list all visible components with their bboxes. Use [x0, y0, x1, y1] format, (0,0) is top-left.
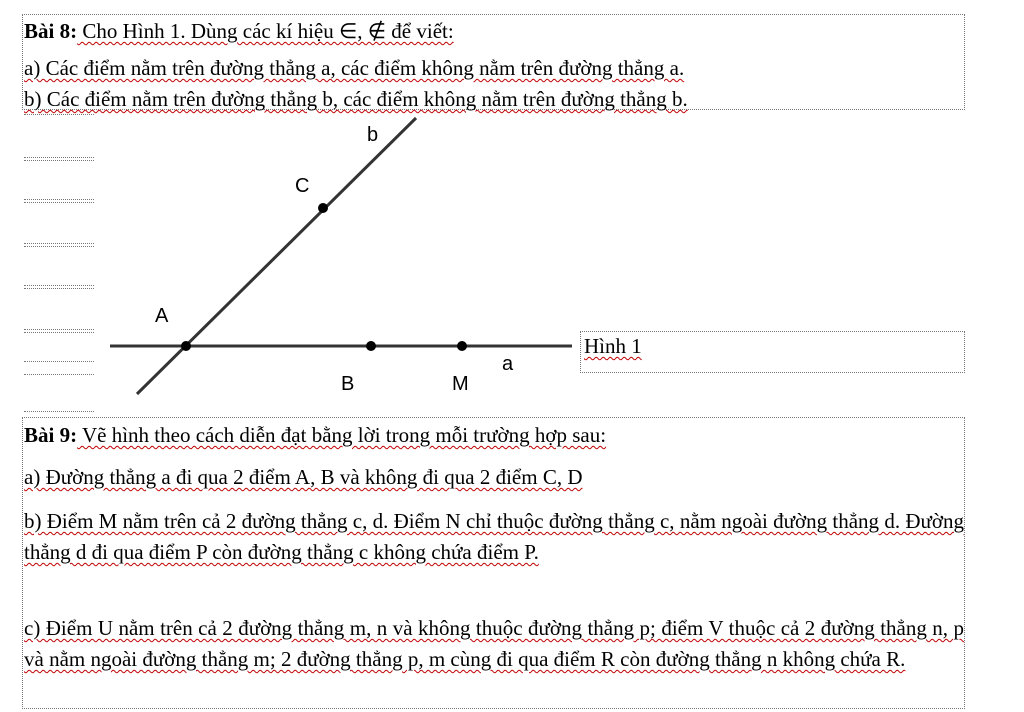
- figure-caption: Hình 1: [584, 334, 642, 358]
- label-point-c: C: [295, 175, 310, 197]
- exercise-8-part-b: b) Các điểm nằm trên đường thẳng b, các điểm không nằm trên đường thẳng b.: [24, 87, 688, 111]
- exercise-9-intro: Vẽ hình theo cách diễn đạt bằng lời trong mỗi trường hợp sau:: [77, 423, 607, 447]
- exercise-9-title: Bài 9:: [24, 423, 78, 447]
- exercise-8-part-a: a) Các điểm nằm trên đường thẳng a, các điểm không nằm trên đường thẳng a.: [24, 56, 685, 80]
- label-point-m: M: [452, 373, 469, 395]
- label-line-b: b: [367, 124, 379, 146]
- point-m-dot: [457, 341, 467, 351]
- exercise-9-part-b: b) Điểm M nằm trên cả 2 đường thẳng c, d. Điểm N chỉ thuộc đường thẳng c, nằm ngoài đường thẳng d. Đường thẳng d đi qua điểm P còn đường thẳng c không chứa điểm P.: [24, 509, 964, 564]
- point-b-dot: [366, 341, 376, 351]
- exercise-9-part-a: a) Đường thẳng a đi qua 2 điểm A, B và không đi qua 2 điểm C, D: [24, 465, 583, 489]
- point-a-dot: [181, 341, 191, 351]
- label-point-a: A: [155, 305, 169, 327]
- point-c-dot: [318, 203, 328, 213]
- exercise-9-heading: [24, 422, 606, 448]
- label-point-b: B: [341, 373, 355, 395]
- label-line-a: a: [502, 353, 514, 375]
- exercise-9-part-c: c) Điểm U nằm trên cả 2 đường thẳng m, n và không thuộc đường thẳng p; điểm V thuộc cả 2 đường thẳng n, p và nằm ngoài đường thẳng m; 2 đường thẳng p, m cùng đi qua điểm R còn đường thẳng n không chứa R.: [24, 616, 964, 671]
- exercise-8-intro: Cho Hình 1. Dùng các kí hiệu ∈, ∉ để viết:: [77, 19, 454, 43]
- line-b: [137, 118, 416, 394]
- exercise-8-title: Bài 8:: [24, 19, 78, 43]
